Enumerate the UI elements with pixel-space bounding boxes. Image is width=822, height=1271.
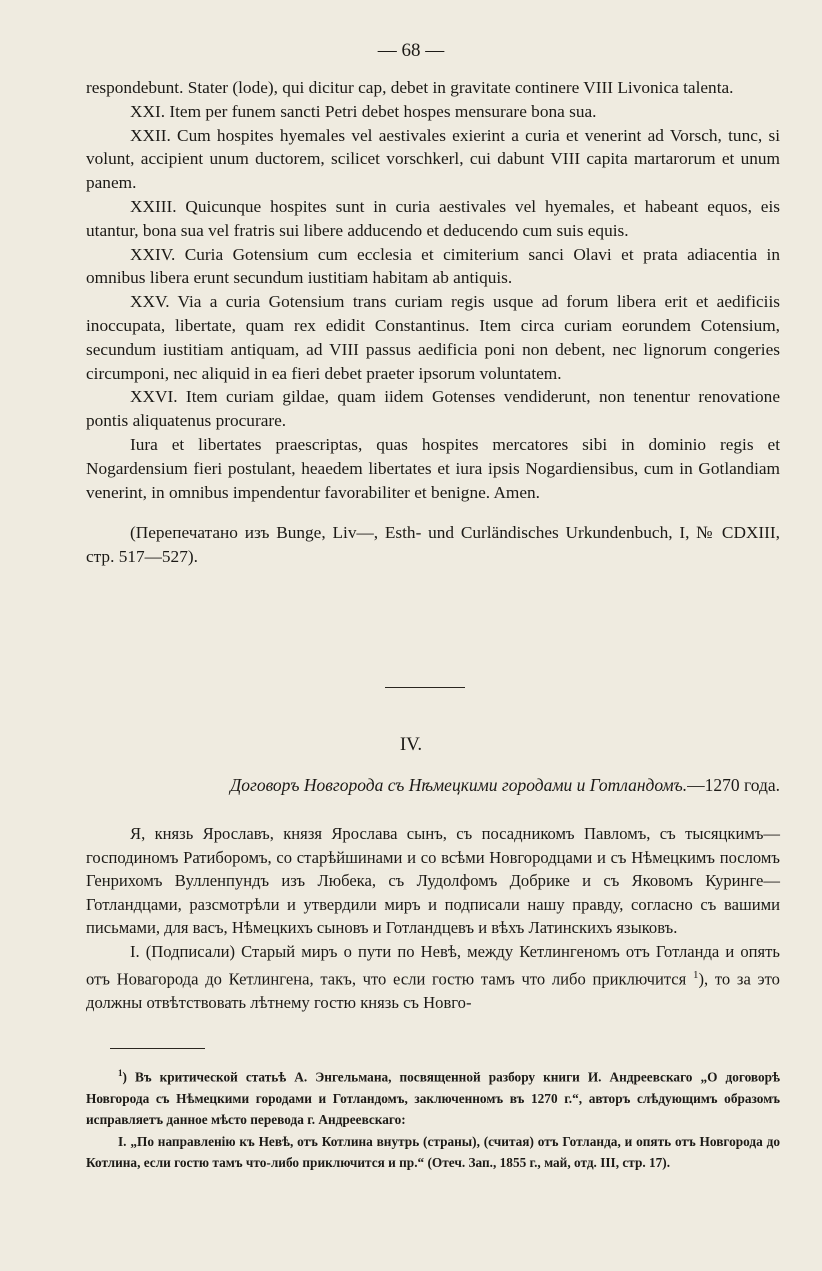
russian-paragraph: Я, князь Ярославъ, князя Ярослава сынъ, съ посадникомъ Павломъ, съ тысяцкимъ—господиномъ Ратиборомъ, со старѣйшинами и со всѣми Новгородцами и съ Нѣмецкимъ посломъ Генрихомъ Вулленпундъ изъ Любека, съ Лудолфомъ Добрике и съ Яковомъ Куринге—Готландцами, разсмотрѣли и утвердили миръ и подписали нашу правду, согласно съ вашими письмами, для васъ, Нѣмецкихъ сыновъ и Готландцевъ и вѣхъ Латинскихъ языковъ. — [86, 824, 780, 938]
latin-paragraph: Iura et libertates praescriptas, quas hospites mercatores sibi in dominio regis et Nogardensium fieri postulant, heaedem libertates et iura ipsis Nogardiensibus, cum in Gotlandiam venerint, in omnibus impendentur favorabiliter et benigne. Amen. — [86, 434, 780, 502]
latin-paragraph: respondebunt. Stater (lode), qui dicitur cap, debet in gravitate continere VIII Livonica talenta. — [86, 78, 734, 97]
latin-paragraph: XXV. Via a curia Gotensium trans curiam regis usque ad forum libera erit et aedificiis inoccupata, libertate, quam rex edidit Constantinus. Item circa curiam eorundem Cotensium, secundum iustitiam antiquam, ad VIII passus aedificia poni non debent, nec lignorum congeries circumponi, nec aliquid in ea fieri debet praeter ipsorum voluntatem. — [86, 292, 780, 383]
russian-paragraph — [86, 940, 780, 1014]
russian-paragraph-tail: ), то за это должны отвѣтствовать лѣтнему гостю князь съ Новго- — [86, 969, 780, 1012]
section-number: IV. — [399, 734, 423, 755]
footnote-reference: 1 — [693, 968, 699, 981]
latin-paragraph: XXII. Cum hospites hyemales vel aestivales exierint a curia et venerint ad Vorsch, tunc, si volunt, accipient unum ductorem, scilicet vorschkerl, cui dabunt VIII capita martarorum et unum panem. — [86, 125, 780, 193]
section-divider — [385, 687, 465, 688]
latin-paragraph: XXIV. Curia Gotensium cum ecclesia et cimiterium sanci Olavi et prata adiacentia in omnibus libera erunt secundum iustitiam habitam ab antiquis. — [86, 244, 780, 288]
document-title-text: Договоръ Новгорода съ Нѣмецкими городами и Готландомъ. — [230, 775, 688, 795]
reprint-source-note: (Перепечатано изъ Bunge, Liv—, Esth- und Curländisches Urkundenbuch, I, № CDXIII, стр. 517—527). — [86, 523, 780, 567]
page-number: — 68 — — [377, 40, 445, 61]
footnote — [86, 1063, 780, 1174]
russian-text-block — [86, 822, 780, 1014]
latin-paragraph: XXVI. Item curiam gildae, quam iidem Gotenses vendiderunt, non tenentur renovatione pontis aliquatenus procurare. — [86, 387, 780, 431]
russian-paragraph-text: I. (Подписали) Старый миръ о пути по Невѣ, между Кетлингеномъ отъ Готланда и опять отъ Новагорода до Кетлингена, такъ, что если гостю тамъ что либо приключится — [86, 941, 780, 989]
latin-paragraph: XXIII. Quicunque hospites sunt in curia aestivales vel hyemales, et habeant equos, eis utantur, bona sua vel fratris sui libere adducendo et deducendo cum suis equis. — [86, 196, 780, 240]
latin-text-block — [86, 76, 780, 569]
footnote-paragraph — [86, 1063, 780, 1131]
footnote-paragraph: I. „По направленію къ Невѣ, отъ Котлина внутрь (страны), (считая) отъ Готланда, и опять отъ Новгорода до Котлина, если гостю тамъ что-либо приключится и пр.“ (Отеч. Зап., 1855 г., май, отд. III, стр. 17). — [86, 1133, 780, 1171]
document-year: —1270 года. — [687, 775, 780, 795]
footnote-divider — [110, 1048, 205, 1049]
latin-paragraph: XXI. Item per funem sancti Petri debet hospes mensurare bona sua. — [130, 101, 597, 121]
footnote-marker: 1 — [118, 1068, 123, 1078]
document-title — [130, 775, 780, 796]
footnote-text: ) Въ критической статьѣ А. Энгельмана, посвященной разбору книги И. Андреевскаго „О договорѣ Новгорода съ Нѣмецкими городами и Готландомъ, заключенномъ въ 1270 г.“, авторъ слѣдующимъ образомъ исправляетъ данное мѣсто перевода г. Андреевскаго: — [86, 1069, 780, 1128]
